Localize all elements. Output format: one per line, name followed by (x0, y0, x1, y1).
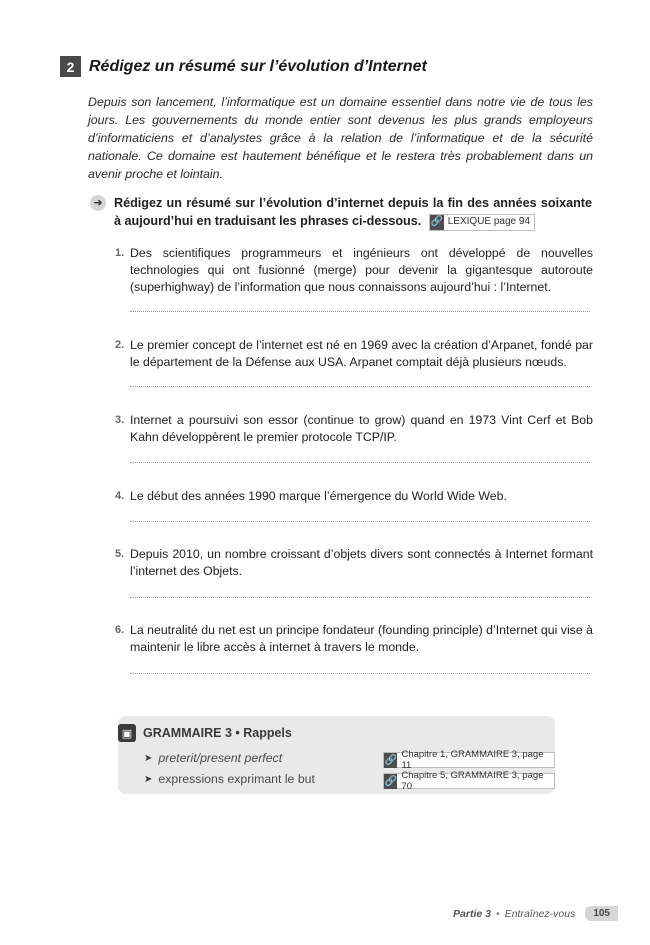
answer-line[interactable] (130, 311, 590, 312)
footer-separator: • (496, 907, 500, 920)
intro-paragraph: Depuis son lancement, l’informatique est un domaine essentiel dans notre vie de tous les jours. Les gouvernements du monde entier sont devenus les plus grands employeurs d’informaticiens et d’analystes grâce à la relation de l’informatique et de la sécurité nationale. Ce domaine est hautement bénéfique et le restera très probablement dans un avenir proche et lointain. (88, 95, 593, 181)
section-number: 2 (60, 56, 81, 77)
exercise-item (115, 245, 593, 296)
instruction-block (114, 194, 592, 231)
grammar-reference[interactable] (383, 770, 555, 792)
item-text: Des scientifiques programmeurs et ingénieurs ont développé de nouvelles technologies qui ont fusionné (merge) pour devenir la gigantesque autoroute (superhighway) de l’information que nous connaissons aujourd’hui : l’Internet. (130, 246, 593, 294)
item-number: 3. (115, 414, 125, 426)
exercise-item (115, 488, 593, 505)
item-number: 4. (115, 490, 125, 502)
chevron-right-icon: ➤ (144, 752, 153, 764)
link-icon: 🔗 (384, 775, 397, 787)
grammar-title: GRAMMAIRE 3 • Rappels (143, 726, 292, 740)
link-icon: 🔗 (384, 754, 397, 766)
chapter-reference[interactable] (383, 770, 555, 792)
lexique-reference-label: LEXIQUE page 94 (447, 216, 531, 227)
grammar-row (144, 772, 315, 786)
instruction (90, 194, 592, 231)
grammar-row-label: preterit/present perfect (158, 751, 283, 765)
chapter-reference-label: Chapitre 1, GRAMMAIRE 3, page 11 (401, 749, 544, 771)
exercise-item (115, 546, 593, 580)
link-icon: 🔗 (430, 215, 444, 230)
exercise-item (115, 412, 593, 446)
item-text: Depuis 2010, un nombre croissant d’objets divers sont connectés à Internet formant l’internet des Objets. (130, 547, 593, 578)
item-number: 6. (115, 624, 125, 636)
page-number: 105 (585, 906, 618, 921)
item-text: Internet a poursuivi son essor (continue to grow) quand en 1973 Vint Cerf et Bob Kahn développèrent le premier protocole TCP/IP. (130, 413, 593, 444)
answer-line[interactable] (130, 521, 590, 522)
item-text: Le premier concept de l’internet est né en 1969 avec la création d’Arpanet, fondé par le département de la Défense aux USA. Arpanet comptait déjà plusieurs nœuds. (130, 338, 593, 369)
grammar-reference[interactable] (383, 749, 555, 771)
page-footer (453, 906, 618, 921)
section-header (60, 56, 427, 77)
grammar-header (118, 724, 292, 742)
grammar-row-label: expressions exprimant le but (158, 772, 315, 786)
answer-line[interactable] (130, 597, 590, 598)
exercise-item (115, 337, 593, 371)
item-text: Le début des années 1990 marque l’émergence du World Wide Web. (130, 489, 507, 503)
chapter-reference[interactable] (383, 749, 555, 771)
chapter-reference-label: Chapitre 5, GRAMMAIRE 3, page 70 (401, 770, 544, 792)
lexique-reference[interactable] (429, 214, 535, 231)
item-number: 5. (115, 548, 125, 560)
grammar-row (144, 751, 282, 765)
chevron-right-icon: ➤ (144, 773, 153, 785)
instruction-text: Rédigez un résumé sur l’évolution d’internet depuis la fin des années soixante à aujourd’hui en traduisant les phrases ci-dessous. (114, 196, 592, 228)
footer-part: Partie 3 (453, 907, 491, 920)
answer-line[interactable] (130, 386, 590, 387)
item-text: La neutralité du net est un principe fondateur (founding principle) d’Internet qui vise à maintenir le libre accès à internet à travers le monde. (130, 623, 593, 654)
section-title: Rédigez un résumé sur l’évolution d’Internet (89, 57, 427, 75)
answer-line[interactable] (130, 673, 590, 674)
item-number: 2. (115, 339, 125, 351)
footer-subtitle: Entraînez-vous (504, 907, 576, 920)
answer-line[interactable] (130, 462, 590, 463)
item-number: 1. (115, 247, 125, 259)
grammar-box (118, 716, 555, 794)
exercise-item (115, 622, 593, 656)
grammar-book-icon: ▣ (118, 724, 136, 742)
arrow-right-icon: ➜ (90, 195, 106, 211)
